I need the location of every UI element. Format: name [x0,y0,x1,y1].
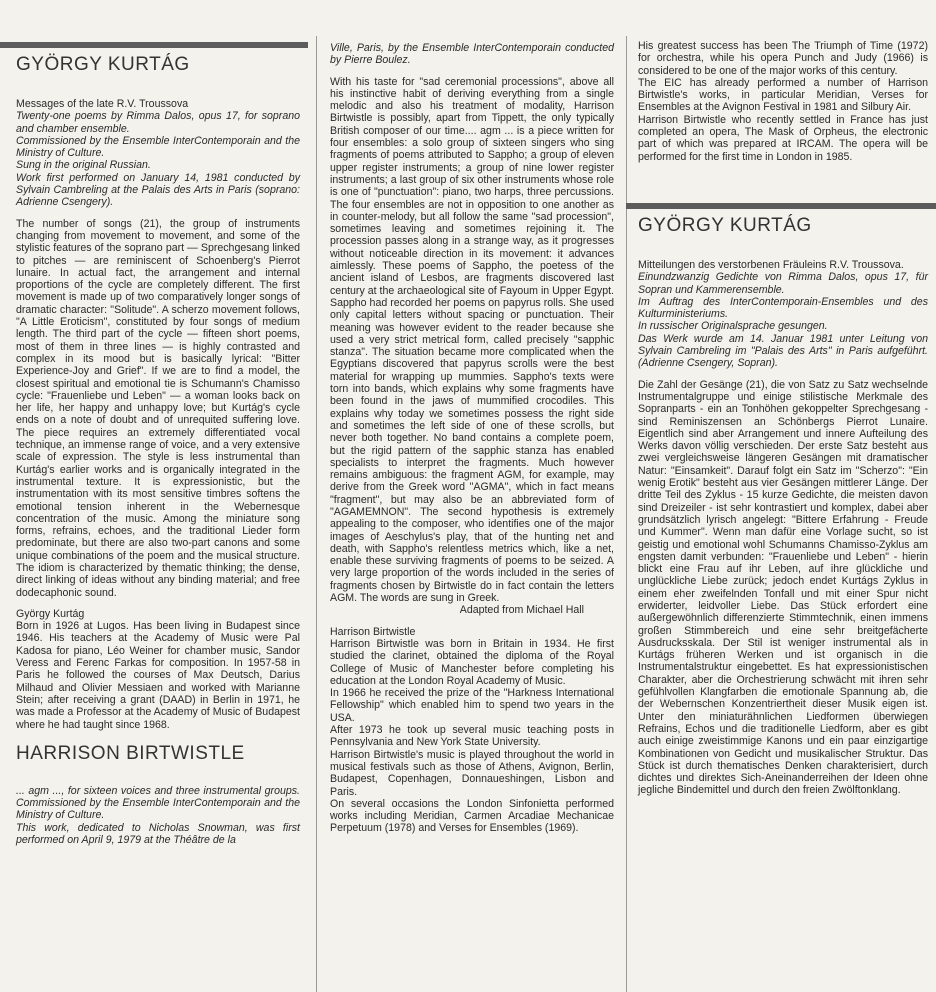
bio-paragraph: Harrison Birtwistle was born in Britain in 1934. He first studied the clarinet, obtained the diploma of the Royal College of Music of Manchester before completing his education at the London Royal Academy of Music. [330,637,614,687]
intro-line: Twenty-one poems by Rimma Dalos, opus 17, for soprano and chamber ensemble. [16,110,300,135]
intro-line: Mitteilungen des verstorbenen Fräuleins R.V. Troussova. [638,258,904,271]
kurtag-bio-title: György Kurtág [16,607,85,620]
column-2 [320,0,620,992]
intro-line: In russischer Originalsprache gesungen. [638,320,828,333]
intro-line: Messages of the late R.V. Troussova [16,98,189,110]
credit: Adapted from Michael Hall [459,604,584,617]
kurtag-body-de: Die Zahl der Gesänge (21), die von Satz zu Satz wechselnde Instrumentalgruppe und einige stilistische Merkmale des Sopranparts - ein an Tonhöhen gekoppelter Sprechgesang - sind Reminiszensen an Schönbergs Pierrot Lunaire. Eigentlich sind aber Arrangement und innere Aufteilung des Werks davon völlig verschieden. Der erste Satz besteht aus zwei vergleichsweise längeren Gesängen mit dramatischer Natur: "Einsamkeit". Darauf folgt ein Satz im "Scherzo": "Ein wenig Erotik" besteht aus vier Gesängen mittlerer Länge. Der dritte Teil des Zyklus - 15 kurze Gedichte, die meisten davon sind Dreizeiler - ist sehr kontrastiert und komplex, dabei aber grundsätzlich lyrisch angelegt: "Bittere Erfahrung - Freude und Kummer". Wenn man dafür eine Vorlage sucht, so ist geistig und emotional wohl Schumanns Chamisso-Zyklus am engsten damit verbunden: "Frauenliebe und Leben" - hierin blickt eine Frau auf ihr Leben, auf ihre glückliche und unglückliche Liebe zurück; jedoch endet Kurtágs Zyklus in einem eher zweifelnden Tonfall und mit einer Spur nicht erwiderter, leidvoller Liebe. Das Stück erfordert eine außergewöhnlich differenzierte Stimmtechnik, einen immens großen Stimmbereich und eine sehr breitgefächerte Ausdrucksskala. Der Stil ist weniger instrumental als in Kurtágs früheren Werken und ist organisch in die Instrumentalstruktur eingebettet. Es hat expressionistischen Charakter, aber die Orchestrierung schwächt mit ihren sehr gefühlvollen Klangfarben die emotionale Spannung ab, die der Webernschen Konzentriertheit dieser Musik eigen ist. Unter den miniaturähnlichen Liedformen überwiegen Refrains, Echos und die traditionelle Liedform, aber es gibt auch einige zweistimmige Kanons und ein paar einzigartige Kombinationen von Gedicht und musikalischer Struktur. Das Stück ist durch thematisches Denken charakterisiert, durch dichtes und direktes Sich-Aneinanderreihen der Ideen ohne jegliche Bindemittel und durch den freien Zwölftonklang. [638,378,928,797]
bio-paragraph: After 1973 he took up several music teaching posts in Pennsylvania and New York State University. [330,724,614,749]
kurtag-body: The number of songs (21), the group of instruments changing from movement to movement, and some of the stylistic features of the soprano part — Sprechgesang linked to pitches — are reminiscent of Schoenberg's Pierrot lunaire. In actual fact, the arrangement and internal proportions of the cycle are completely different. The first movement is made up of two comparatively longer songs of dramatic character: "Solitude". A scherzo movement follows, "A Little Eroticism", constituted by four songs of medium length. The third part of the cycle — fifteen short poems, most of them in three lines — is highly contrasted and complex in its mood but is basically lyrical: "Bitter Experience-Joy and Grief". If we are to find a model, the closest spiritual and emotional tie is Schumann's Chamisso cycle: "Frauenliebe und Leben" — a woman looks back on her life, her happy and unhappy love; but Kurtág's cycle ends on a note of doubt and of unrequited suffering love. The piece requires an extremely differentiated vocal technique, an immense range of voice, and a very extensive scale of expression. The style is less instrumental than Kurtág's earlier works and is organically integrated in the instrumental texture. It is expressionistic, but the instrumentation with its most sensitive timbres softens the emotional tension inherent in the Webernesque concentration of the music. Among the miniature song forms, refrains, echoes, and the traditional Lieder form predominate, but there are also two-part canons and some unique combinations of the poem and the musical structure. The idiom is characterized by thematic thinking; the dense, direct linking of ideas without any binding material; and free dodecaphonic sound. [16,217,300,599]
bio-paragraph: Harrison Birtwistle's music is played throughout the world in musical festivals such as those of Athens, Avignon, Berlin, Budapest, Copenhagen, Donnaueshingen, Lisbon and Paris. [330,748,614,798]
birtwistle-eic: The EIC has already performed a number of Harrison Birtwistle's works, in particular Meridian, Verses for Ensembles at the Avignon Festival in 1981 and Silbury Air. [638,76,928,114]
intro-line: Das Werk wurde am 14. Januar 1981 unter Leitung von Sylvain Cambreling im "Palais des Arts" in Paris aufgeführt. (Adrienne Csengery, Sopran). [638,332,928,370]
header-bar [626,203,936,209]
heading-kurtag: GYÖRGY KURTÁG [16,54,190,75]
column-1 [0,0,308,992]
kurtag-intro [16,98,300,209]
birtwistle-opera: Harrison Birtwistle who recently settled in France has just completed an opera, The Mask of Orpheus, the electronic part of which was prepared at IRCAM. The opera will be performed for the first time in London in 1985. [638,113,928,163]
intro-line: Im Auftrag des InterContemporain-Ensembles und des Kulturministeriums. [638,295,928,321]
intro-line: Sung in the original Russian. [16,159,151,172]
birtwistle-success: His greatest success has been The Triumph of Time (1972) for orchestra, while his opera Punch and Judy (1966) is considered to be one of the major works of this century. [638,40,928,77]
kurtag-bio: Born in 1926 at Lugos. Has been living in Budapest since 1946. His teachers at the Academy of Music were Pal Kadosa for piano, Léo Weiner for chamber music, Sandor Veress and Ferenc Farkas for composition. In 1957-58 in Paris he followed the courses of Max Deutsch, Darius Milhaud and Olivier Messiaen and worked with Marianne Stein; after receiving a grant (DAAD) in Berlin in 1971, he was made a Professor at the Academy of Music of Budapest where he had taught since 1968. [16,620,300,731]
agm-premiere-cont: Ville, Paris, by the Ensemble InterContemporain conducted by Pierre Boulez. [330,42,614,67]
bio-paragraph: On several occasions the London Sinfonietta performed works including Meridian, Carmen Arcadiae Mechanicae Perpetuum (1978) and Verses for Ensembles (1969). [330,797,614,835]
agm-premiere: This work, dedicated to Nicholas Snowman, was first performed on April 9, 1979 at the Théâtre de la [16,821,300,847]
intro-line: Commissioned by the Ensemble InterContemporain and the Ministry of Culture. [16,134,300,160]
birtwistle-bio-title: Harrison Birtwistle [330,625,416,638]
intro-line: Einundzwanzig Gedichte von Rimma Dalos, opus 17, für Sopran und Kammerensemble. [638,271,928,296]
agm-intro: ... agm ..., for sixteen voices and three instrumental groups. Commissioned by the Ensemble InterContemporain and the Ministry of Culture. [16,784,300,822]
intro-line: Work first performed on January 14, 1981 conducted by Sylvain Cambreling at the Palais des Arts in Paris (soprano: Adrienne Csengery). [16,171,300,209]
agm-body: With his taste for "sad ceremonial processions", above all his instinctive habit of deriving everything from a single melodic and also his treatment of modality, Harrison Birtwistle is possibly, apart from Tippett, the only typically British composer of our time.... agm ... is a piece written for four ensembles: a solo group of sixteen singers who sing fragments of poems attributed to Sappho; a group of eleven upper register instruments; a group of nine lower register instruments; a last group of six other instruments whose role is one of "punctuation": piano, two harps, three percussions. The four ensembles are not in opposition to one another as in counter-melody, but all follow the same "sad procession", sometimes leaving and sometimes rejoining it. The procession passes along in a strange way, as it progresses without noticeable direction in its movement: it advances aimlessly. These poems of Sappho, the poetess of the ancient island of Lesbos, are fragments discovered last century at the archaeological site of Fayoum in Upper Egypt. Sappho had recorded her poems on papyrus rolls. She used only capital letters without spacing or punctuation. Their meaning was however evident to the reader because she used a very strict metrical form, called precisely "sapphic stanza". The situation became more complicated when the Egyptians discovered that papyrus scrolls were the best material for wrapping up mummies. Sappho's texts were torn into bands, which explains why some fragments have been found in the jaws of mummified crocodiles. This explains why today we sometimes possess the right side and sometimes the left side of one of these scrolls, but never both together. No band contains a complete poem, but the rigid pattern of the sapphic stanza has enabled specialists to interpret the fragments. Much however remains ambiguous: the fragment AGM, for example, may derive from the Greek word "AGMA", which in fact means "fragment", but may also be an abbreviated form of "AGAMEMNON". The second hypothesis is extremely appealing to the composer, who identifies one of the major images of Aeschylus's play, that of the hunting net and death, with Sappho's relentless metrics which, like a net, enable these surviving fragments of poems to be seized. A very large proportion of the words included in the series of fragments chosen by Birtwistle do in fact contain the letters AGM. The words are sung in Greek. [330,75,614,605]
heading-birtwistle: HARRISON BIRTWISTLE [16,742,245,764]
column-3 [630,0,936,992]
header-bar [0,42,308,48]
column-divider [316,36,317,992]
bio-paragraph: In 1966 he received the prize of the "Harkness International Fellowship" which enabled him to spend two years in the USA. [330,687,614,724]
column-divider [626,36,627,992]
heading-kurtag-de: GYÖRGY KURTÁG [638,214,812,236]
